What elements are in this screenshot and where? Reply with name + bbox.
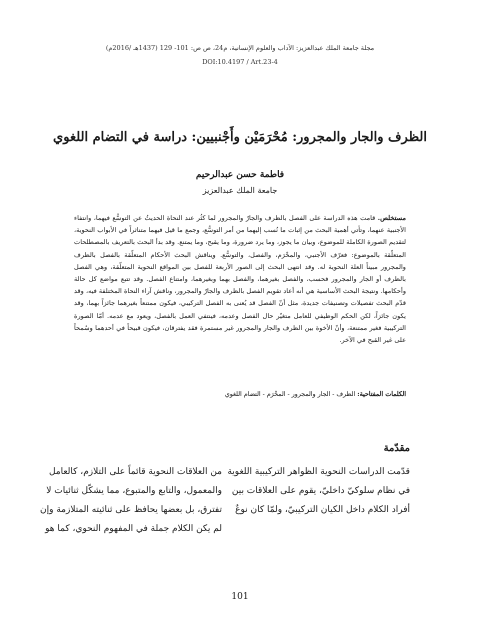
body-line: والمعمول، والتابع والمتبوع، مما يشكّل ثنائيات لا xyxy=(46,486,222,496)
body-line: في نظام سلوكيّ داخليّ، يقوم على العلاقات بين xyxy=(231,486,410,496)
page-number: 101 xyxy=(231,592,249,602)
abstract xyxy=(74,212,406,390)
keywords-text: الظرف - الجار والمجرور - المحْرَم - التضام اللغوي xyxy=(224,391,356,398)
body-line: من العلاقات النحوية قائماً على التلازم، كالعامل xyxy=(48,467,222,477)
journal-citation: مجلة جامعة الملك عبدالعزيز: الآداب والعلوم الإنسانية، م24، ص ص: 101- 129 (1437هـ /2016م) xyxy=(105,44,375,52)
abstract-lead: مستخلص. xyxy=(377,214,407,222)
keywords-label: الكلمات المفتاحية: xyxy=(357,391,406,398)
author-affiliation: جامعة الملك عبدالعزيز xyxy=(202,186,278,195)
right-column xyxy=(227,434,410,520)
keywords xyxy=(74,390,406,400)
body-line: لم يكن الكلام جملة في المفهوم النحوي، كما هو xyxy=(45,524,222,534)
body-line: أفراد الكلام داخل الكيان التركيبيّ، ولمّا كان نوعٌ xyxy=(235,505,410,515)
doi-line: DOI:10.4197 / Art.23-4 xyxy=(202,58,278,66)
left-column xyxy=(40,434,222,539)
article-title: الظرف والجار والمجرور: مُحْرَمَيْن وأَجْنبيين: دراسة في التضام اللغوي xyxy=(53,130,427,145)
body-line: تفترق، بل بعضها يحافظ على ثنائيته المتلازمة وإن xyxy=(40,505,222,515)
author-name: فاطمة حسن عبدالرحيم xyxy=(195,170,285,180)
section-heading: مقدّمة xyxy=(383,443,410,454)
body-line: قدّمت الدراسات النحوية الظواهر التركيبية اللغوية xyxy=(227,467,410,477)
abstract-body: قامت هذه الدراسة على الفصل بالظرف والجارّ والمجرور لما كثُر عند النحاة الحديثُ عن التوسُّع فيهما، وانتفاء الأجنبية عنهما، وتأتي أهمية البحث من إثبات ما نُسب إليهما من أمر التوسُّع، وجمع ما قيل فيهما متناثراً في الأبواب النحوية، لتقديم الصورة الكاملة للموضوع، وبيان ما يجوز، وما يرد ضرورة، وما يقبح، وما يمتنع. وقد بدأ البحث بالتعريف بالمصطلحات المتعلّقة بالموضوع: فعرّف الأجنبي، والمحْرَم، والفصل، والتوسُّع. ويناقش البحث الأحكام المتعلّقة بالفصل بالظرف والمجرور مبيناً العلة النحوية له. وقد انتهى البحث إلى الصور الأربعة للفصل بين المواقع النحوية المتعلّقة، وهي الفصل بالظرف أو الجار والمجرور فحسب، والفصل بغيرهما، والفصل بهما وبغيرهما، وامتناع الفصل. وقد تتبع مواضع كل حالة وأحكامها. ونتيجة البحث الأساسية هي أنه أعاد تقويم الفصل بالظرف والجارّ والمجرور، وناقش آراء النحاة المختلفة فيه، وقد قدّم البحث تفصيلات وتصنيفات جديدة، مثل أنّ الفصل قد يُعنى به الفصل التركيبي، فيكون ممتنعاً بغيرهما جائزاً بهما، وقد يكون جائزاً، لكن الحكم الوظيفي للعامل متغيّر حال الفصل وعدمه، فينتفي العمل بالفصل، ويعود مع عدمه. أمّا الصورة التركيبية فغير ممتنعة، وأنّ الأخوة بين الظرف والجار والمجرور غير مستمرة فقد يفترقان، فيكون قبيحاً في أحدهما وسُمحاً على غير القبح في الآخر. xyxy=(74,214,406,345)
